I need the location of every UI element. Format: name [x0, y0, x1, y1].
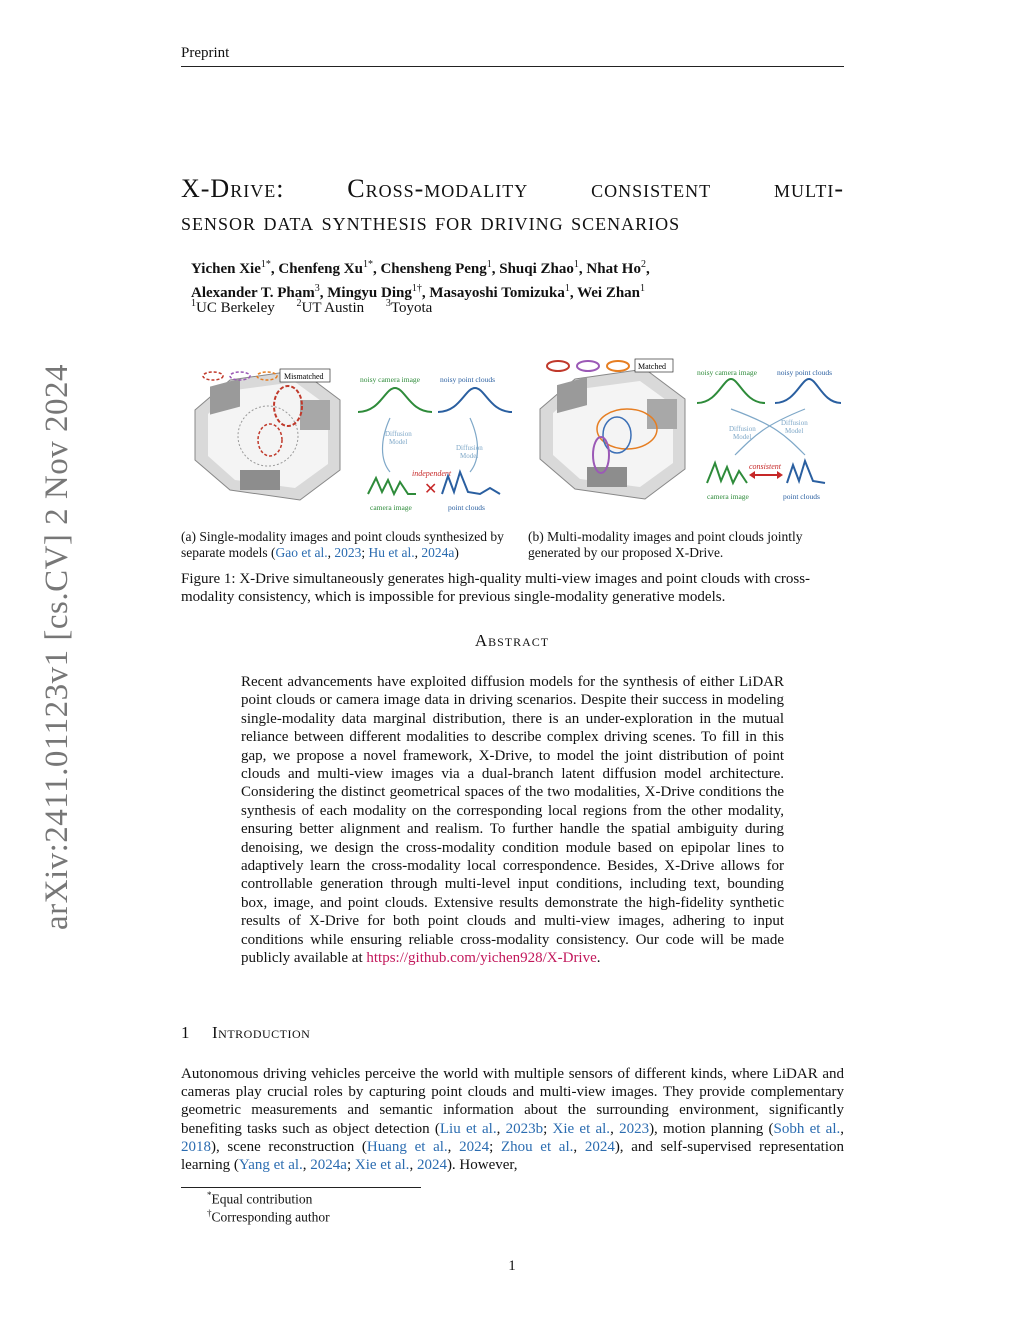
figure-caption: Figure 1: X-Drive simultaneously generates high-quality multi-view images and point clouds with cross-modality consistency, which is impossible for previous single-modality generative models. — [181, 571, 811, 605]
noisy-camera-label: noisy camera image — [360, 375, 420, 384]
code-repo-link[interactable]: https://github.com/yichen928/X-Drive — [366, 950, 597, 967]
author-line-1: Yichen Xie$^{1*}$, Chenfeng $Xu^{1*}$, Chensheng Peng$^1$, Shuqi Zhao$^1$, Nhat Ho$^2$, — [191, 259, 650, 277]
citation-link[interactable]: Huang et al. — [366, 1138, 448, 1155]
noisy-points-label: noisy point clouds — [440, 375, 496, 384]
citation-link[interactable]: 2023b — [505, 1120, 544, 1137]
figure-panel-b — [535, 355, 845, 515]
footnote-equal-contribution: *Equal contribution — [207, 1190, 313, 1207]
author: Chensheng Peng — [380, 261, 487, 277]
matched-tag: Matched — [638, 362, 666, 371]
affiliation: $^1$UC Berkeley — [191, 298, 275, 316]
title-line-2: sensor data synthesis for driving scenarios — [181, 207, 681, 236]
model-label-right: Diffusion Model — [781, 419, 808, 435]
model-label-right: Diffusion Model — [456, 444, 483, 460]
cross-mark-icon: ✕ — [424, 481, 438, 498]
author: Yichen Xie — [191, 261, 261, 277]
noisy-camera-curve — [358, 388, 432, 412]
citation-link[interactable]: 2023 — [619, 1120, 650, 1137]
model-label-left: Diffusion Model — [385, 430, 412, 446]
citation-link[interactable]: Hu et al. — [368, 545, 415, 560]
citation-link[interactable]: Xie et al. — [354, 1157, 410, 1174]
noisy-camera-curve — [697, 379, 765, 403]
abstract-body: Recent advancements have exploited diffusion models for the synthesis of either LiDAR point clouds or camera image data in driving scenarios. Despite their success in modeling single-modality data marginal distribution, there is an under-exploration in the mutual reliance between different modalities to describe complex driving scenes. To fill in this gap, we propose a novel framework, X-Drive, to model the joint distribution of point clouds and multi-view images via a dual-branch latent diffusion model architecture. Considering the distinct geometrical spaces of the two modalities, X-Drive conditions the synthesis of each modality on the corresponding local regions from the other modality, ensuring better alignment and realism. To further handle the spatial ambiguity during denoising, we design the cross-modality condition module based on epipolar lines to adaptively learn the cross-modality local correspondence. Besides, X-Drive allows for controllable generation through multi-level input conditions, including text, bounding box, image, and point clouds. Extensive results demonstrate the high-fidelity synthetic results of X-Drive for both point clouds and multi-view images, adhering to input conditions while ensuring reliable cross-modality consistency. Our code will be made publicly available at https://github.com/yichen928/X-Drive. — [241, 674, 784, 967]
camera-output-curve — [707, 463, 747, 483]
paper-title — [181, 172, 844, 238]
author: Masayoshi Tomizuka — [429, 285, 565, 301]
page-number: 1 — [508, 1258, 516, 1274]
noisy-points-curve — [775, 379, 841, 403]
affiliation: $^2$UT Austin — [296, 298, 365, 316]
camera-output-curve — [368, 478, 416, 494]
citation-link[interactable]: Sobh et al. — [773, 1120, 841, 1137]
abstract-heading: Abstract — [474, 631, 550, 650]
author: Wei Zhan — [577, 285, 641, 301]
subcaption-b: (b) Multi-modality images and point clouds jointly generated by our proposed X-Drive. — [528, 529, 803, 560]
camera-ring-illustration — [540, 369, 685, 499]
affiliations — [191, 294, 450, 318]
footnote-rule — [181, 1187, 421, 1188]
citation-link[interactable]: 2018 — [181, 1138, 211, 1155]
point-clouds-label: point clouds — [448, 503, 485, 512]
camera-ring-illustration — [195, 370, 340, 500]
independent-label: independent — [412, 469, 452, 478]
citation-link[interactable]: Zhou et al. — [500, 1138, 574, 1155]
header-rule — [181, 66, 844, 67]
points-output-curve — [787, 461, 825, 483]
citation-link[interactable]: Liu et al. — [439, 1120, 497, 1137]
citation-link[interactable]: 2024a — [310, 1157, 347, 1174]
citation-link[interactable]: 2024 — [584, 1138, 615, 1155]
noisy-camera-label: noisy camera image — [697, 368, 757, 377]
affiliation: $^3$Toyota — [385, 298, 433, 316]
arxiv-side-label: arXiv:2411.01123v1 [cs.CV] 2 Nov 2024 — [39, 364, 75, 930]
citation-link[interactable]: 2024 — [416, 1157, 447, 1174]
footnote-corresponding-author: †Corresponding author — [207, 1208, 330, 1225]
author-line-2: Alexander T. Pham$^3$, Mingyu Ding$^{1\dagger}$, Masayoshi Tomizuka$^1$, Wei Zhan$^1$ — [191, 283, 646, 301]
camera-image-label: camera image — [370, 503, 412, 512]
citation-link[interactable]: 2023 — [334, 545, 362, 560]
model-label-left: Diffusion Model — [729, 425, 756, 441]
match-legend — [547, 359, 673, 372]
mismatched-tag: Mismatched — [284, 372, 324, 381]
noisy-points-label: noisy point clouds — [777, 368, 833, 377]
consistent-label: consistent — [749, 462, 781, 471]
citation-link[interactable]: Xie et al. — [552, 1120, 611, 1137]
introduction-paragraph: Autonomous driving vehicles perceive the world with multiple sensors of different kinds, where LiDAR and cameras play crucial roles by capturing point clouds and multi-view images. They provide complementary geometric measurements and semantic information about the surrounding environment, significantly benefiting tasks such as object detection (Liu et al., 2023b; Xie et al., 2023), motion planning (Sobh et al., 2018), scene reconstruction (Huang et al., 2024; Zhou et al., 2024), and self-supervised representation learning (Yang et al., 2024a; Xie et al., 2024). However, — [181, 1066, 845, 1174]
author: Chenfeng Xu — [278, 261, 363, 277]
camera-image-label: camera image — [707, 492, 749, 501]
citation-link[interactable]: 2024 — [459, 1138, 490, 1155]
figure-panel-a — [190, 360, 520, 520]
point-clouds-label: point clouds — [783, 492, 820, 501]
citation-link[interactable]: Yang et al. — [238, 1157, 303, 1174]
author: Mingyu Ding — [327, 285, 412, 301]
citation-link[interactable]: 2024a — [421, 545, 455, 560]
citation-link[interactable]: Gao et al. — [275, 545, 328, 560]
subcaption-a: (a) Single-modality images and point clouds synthesized by separate models (Gao et al., 2023; Hu et al., 2024a) — [181, 529, 504, 560]
section-heading: 1 Introduction — [181, 1023, 311, 1042]
title-line-1: X-Drive: Cross-modality consistent multi- — [181, 174, 844, 203]
author: Alexander T. Pham — [191, 285, 315, 301]
running-header: Preprint — [181, 45, 230, 61]
noisy-points-curve — [438, 388, 512, 412]
author: Nhat Ho — [586, 261, 641, 277]
author: Shuqi Zhao — [499, 261, 574, 277]
